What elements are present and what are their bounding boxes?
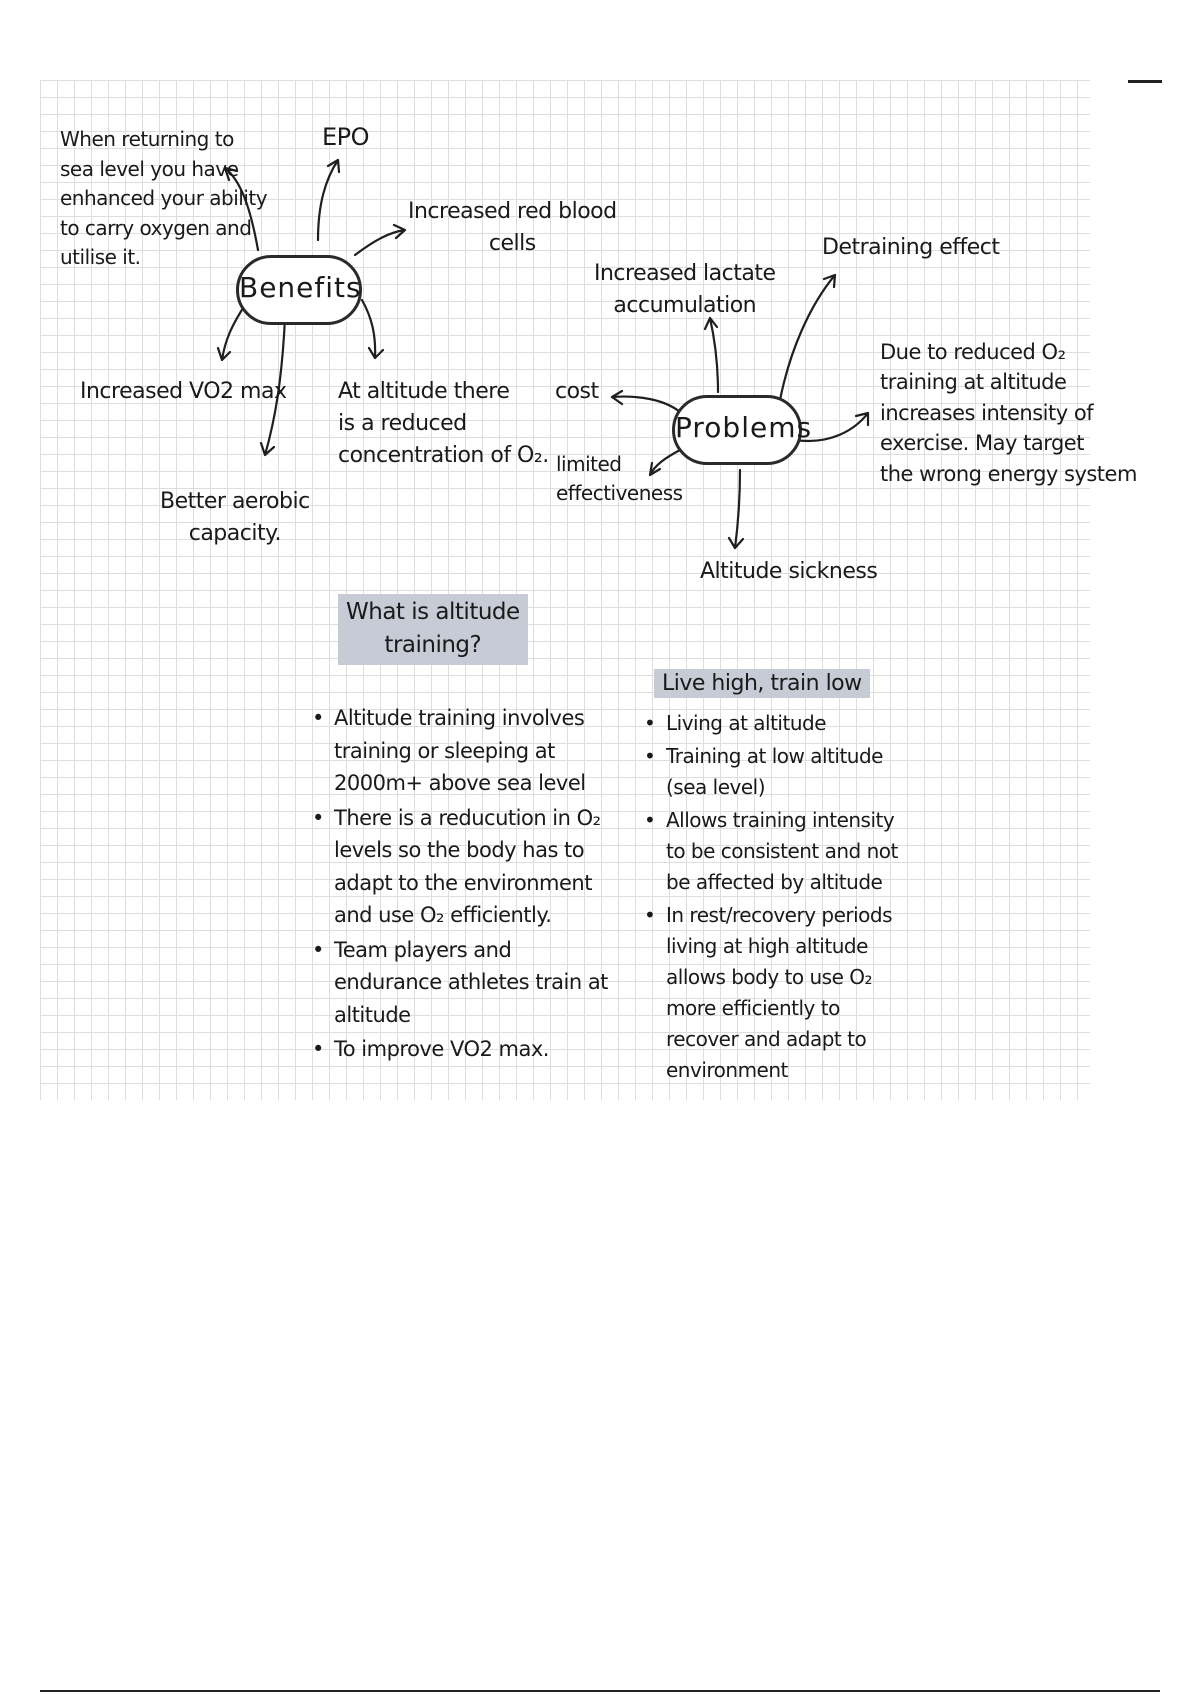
problem-cost-text: cost (555, 379, 599, 404)
what-is-bullet: • To improve VO2 max. (312, 1033, 612, 1066)
live-high-bullet: • Allows training intensity to be consistent and not be affected by altitude (644, 805, 909, 898)
problems-cloud (672, 395, 813, 465)
benefit-aerobic-text: Better aerobic capacity. (160, 489, 310, 546)
what-is-list (312, 702, 612, 1068)
what-is-bullet: • There is a reducution in O₂ levels so the body has to adapt to the environment and use O₂ efficiently. (312, 802, 612, 932)
live-high-heading (654, 668, 870, 700)
page-bottom-rule (40, 1690, 1160, 1692)
live-high-bullet: • In rest/recovery periods living at high altitude allows body to use O₂ more efficiently to recover and adapt to environment (644, 900, 909, 1086)
what-is-bullet: • Team players and endurance athletes train at altitude (312, 934, 612, 1032)
benefits-title: Benefits (239, 271, 362, 304)
live-high-list (644, 708, 909, 1088)
page-dash (1128, 80, 1162, 83)
what-is-bullet: • Altitude training involves training or sleeping at 2000m+ above sea level (312, 702, 612, 800)
problem-lactate-text: Increased lactate accumulation (594, 261, 776, 318)
problem-intensity-text: Due to reduced O₂ training at altitude increases intensity of exercise. May target the wrong energy system (880, 340, 1137, 486)
problem-limited-text: limited effectiveness (556, 452, 683, 505)
benefit-vo2-text: Increased VO2 max (80, 379, 287, 404)
problems-title: Problems (675, 411, 813, 444)
problem-detraining-text: Detraining effect (822, 235, 1000, 260)
benefit-epo-text: EPO (322, 123, 370, 151)
problem-sickness-text: Altitude sickness (700, 559, 878, 584)
live-high-bullet: • Training at low altitude (sea level) (644, 741, 909, 803)
live-high-heading-highlight: Live high, train low (654, 669, 870, 698)
what-is-heading (338, 594, 528, 665)
benefit-red-blood-text: Increased red blood cells (408, 199, 617, 256)
benefit-returning-text: When returning to sea level you have enhanced your ability to carry oxygen and utilise it. (60, 127, 268, 270)
live-high-bullet: • Living at altitude (644, 708, 909, 739)
benefit-reduced-o2-text: At altitude there is a reduced concentration of O₂. (338, 379, 549, 468)
what-is-heading-highlight: What is altitude training? (338, 594, 528, 665)
